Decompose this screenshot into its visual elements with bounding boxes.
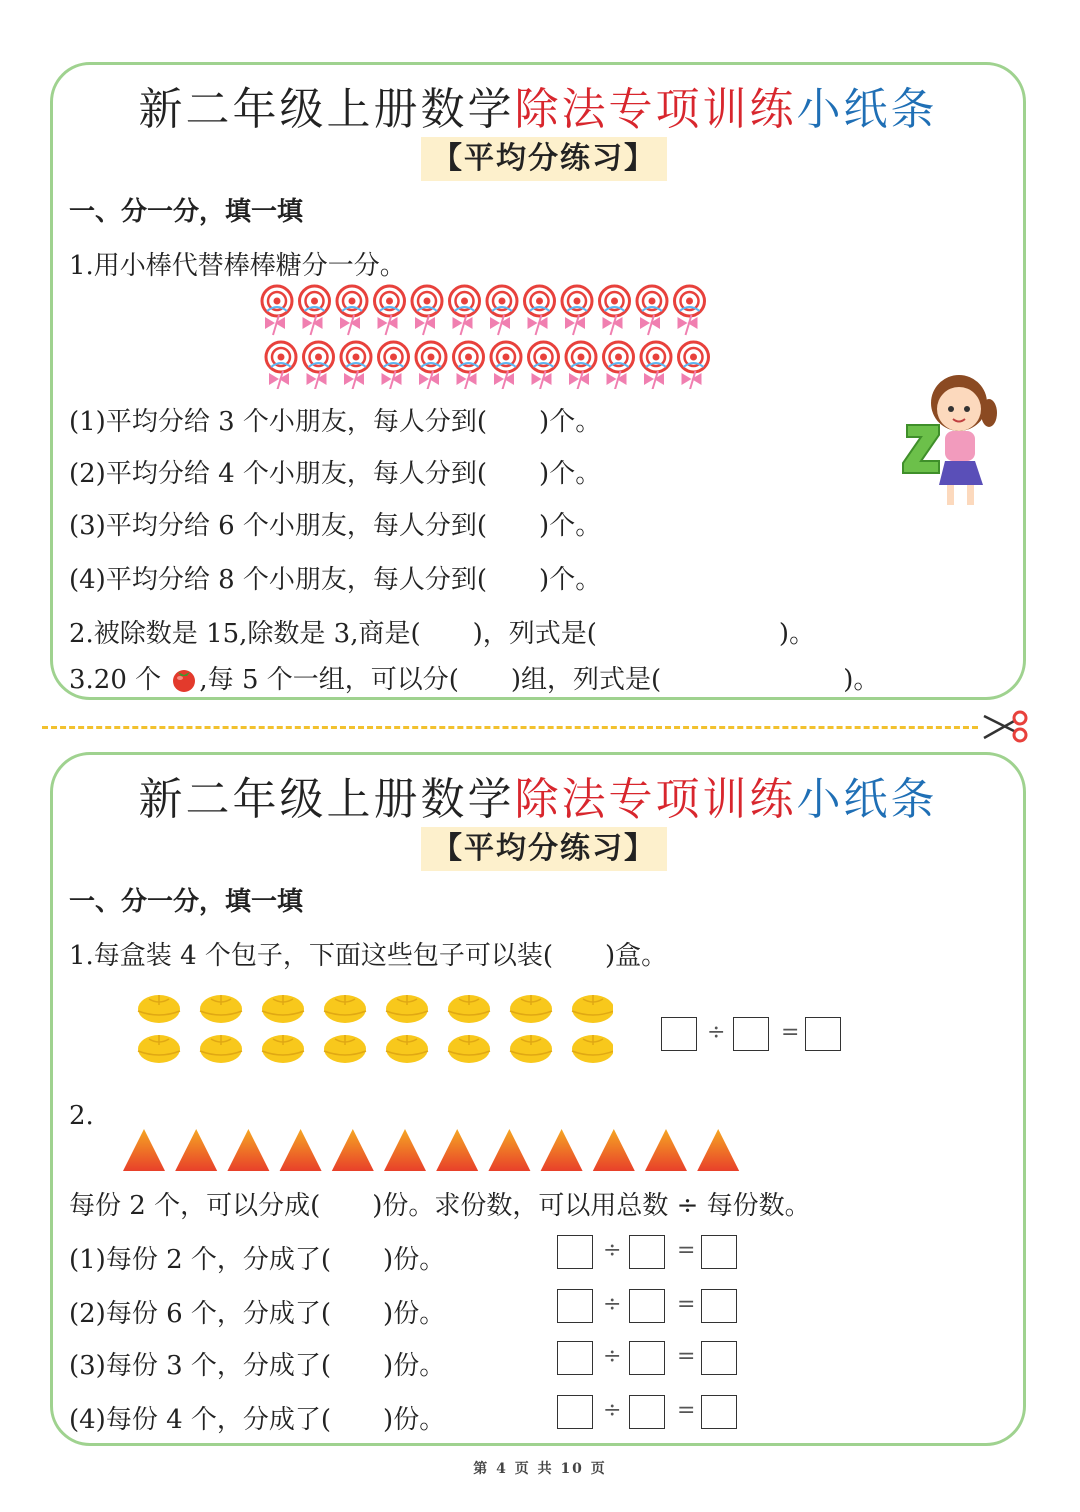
worksheet-card-1: [50, 62, 1026, 700]
bun-icon: [138, 1035, 180, 1063]
answer-box[interactable]: [629, 1235, 665, 1269]
answer-box[interactable]: [701, 1395, 737, 1429]
lollipop-icon: [337, 286, 367, 335]
card-subtitle: 【平均分练习】: [421, 827, 667, 871]
question-1-sub-2: (2)平均分给 4 个小朋友，每人分到( )个。: [69, 459, 602, 489]
question-2-sub-2: (2)每份 6 个，分成了( )份。: [69, 1299, 446, 1329]
equation-q1: ÷ =: [661, 1017, 851, 1057]
bun-icon: [138, 995, 180, 1023]
operator-sign: =: [677, 1344, 696, 1369]
bun-grid: [133, 987, 613, 1071]
lollipop-icon: [491, 342, 521, 389]
bun-icon: [448, 995, 490, 1023]
bun-icon: [572, 1035, 613, 1063]
bun-icon: [200, 1035, 242, 1063]
answer-box[interactable]: [733, 1017, 769, 1051]
lollipop-icon: [416, 342, 446, 389]
operator-sign: ÷: [603, 1398, 622, 1423]
operator-sign: ÷: [603, 1344, 622, 1369]
lollipop-icon: [450, 286, 480, 335]
lollipop-grid: [253, 279, 733, 389]
lollipop-icon: [637, 286, 667, 335]
triangle-icon: [280, 1129, 322, 1171]
triangle-icon: [436, 1129, 478, 1171]
question-1-sub-3: (3)平均分给 6 个小朋友，每人分到( )个。: [69, 511, 602, 541]
cut-line: [42, 726, 978, 729]
question-2-sub-4: (4)每份 4 个，分成了( )份。: [69, 1405, 446, 1435]
bun-icon: [200, 995, 242, 1023]
tomato-icon: [169, 666, 199, 692]
triangle-icon: [332, 1129, 374, 1171]
lollipop-icon: [641, 342, 671, 389]
lollipop-icon: [487, 286, 517, 335]
card-title: 新二年级上册数学除法专项训练小纸条: [138, 84, 938, 135]
question-2-sub-1: (1)每份 2 个，分成了( )份。: [69, 1245, 446, 1275]
bun-icon: [510, 995, 552, 1023]
lollipop-row: [262, 286, 705, 335]
question-1-sub-1: (1)平均分给 3 个小朋友，每人分到( )个。: [69, 407, 602, 437]
triangle-icon: [175, 1129, 217, 1171]
bun-icon: [324, 1035, 366, 1063]
bun-icon: [448, 1035, 490, 1063]
lollipop-icon: [412, 286, 442, 335]
triangle-icon: [488, 1129, 530, 1171]
answer-box[interactable]: [629, 1341, 665, 1375]
bun-row: [138, 1035, 613, 1063]
triangle-icon: [645, 1129, 687, 1171]
answer-box[interactable]: [557, 1341, 593, 1375]
bun-icon: [262, 995, 304, 1023]
equation-row: [557, 1341, 747, 1381]
operator-sign: ÷: [603, 1292, 622, 1317]
operator-sign: ÷: [603, 1238, 622, 1263]
lollipop-icon: [266, 342, 296, 389]
answer-box[interactable]: [629, 1395, 665, 1429]
bun-icon: [510, 1035, 552, 1063]
lollipop-icon: [675, 286, 705, 335]
triangle-icon: [541, 1129, 583, 1171]
lollipop-icon: [262, 286, 292, 335]
answer-box[interactable]: [557, 1235, 593, 1269]
bun-icon: [324, 995, 366, 1023]
section-title: 一、分一分，填一填: [69, 197, 304, 227]
triangle-icon: [227, 1129, 269, 1171]
question-2: 2.被除数是 15,除数是 3,商是( )，列式是( )。: [69, 619, 816, 649]
answer-box[interactable]: [805, 1017, 841, 1051]
answer-box[interactable]: [629, 1289, 665, 1323]
answer-box[interactable]: [661, 1017, 697, 1051]
answer-box[interactable]: [701, 1289, 737, 1323]
question-1: 1.每盒装 4 个包子，下面这些包子可以装( )盒。: [69, 941, 668, 971]
card-title: 新二年级上册数学除法专项训练小纸条: [138, 774, 938, 825]
bun-icon: [572, 995, 613, 1023]
lollipop-icon: [341, 342, 371, 389]
lollipop-icon: [562, 286, 592, 335]
question-2-text: 每份 2 个，可以分成( )份。求份数，可以用总数 ÷ 每份数。: [69, 1191, 811, 1221]
bun-icon: [262, 1035, 304, 1063]
answer-box[interactable]: [557, 1289, 593, 1323]
equation-row: [557, 1289, 747, 1329]
triangle-icon: [384, 1129, 426, 1171]
girl-illustration: [899, 365, 1009, 515]
bun-icon: [386, 995, 428, 1023]
lollipop-icon: [454, 342, 484, 389]
question-2-label: 2.: [69, 1101, 94, 1131]
question-3: 3.20 个 ,每 5 个一组，可以分( )组，列式是( )。: [69, 665, 880, 695]
lollipop-icon: [566, 342, 596, 389]
question-1-sub-4: (4)平均分给 8 个小朋友，每人分到( )个。: [69, 565, 602, 595]
operator-sign: =: [677, 1292, 696, 1317]
worksheet-card-2: [50, 752, 1026, 1446]
bun-icon: [386, 1035, 428, 1063]
triangle-icon: [593, 1129, 635, 1171]
lollipop-icon: [600, 286, 630, 335]
lollipop-icon: [304, 342, 334, 389]
lollipop-icon: [529, 342, 559, 389]
bun-row: [138, 995, 613, 1023]
lollipop-icon: [375, 286, 405, 335]
operator-sign: =: [677, 1238, 696, 1263]
lollipop-icon: [525, 286, 555, 335]
scissors-icon: [982, 710, 1030, 744]
triangle-icon: [123, 1129, 165, 1171]
question-1: 1.用小棒代替棒棒糖分一分。: [69, 251, 406, 281]
lollipop-icon: [300, 286, 330, 335]
lollipop-icon: [379, 342, 409, 389]
lollipop-icon: [604, 342, 634, 389]
operator-sign: =: [677, 1398, 696, 1423]
section-title: 一、分一分，填一填: [69, 887, 304, 917]
question-2-sub-3: (3)每份 3 个，分成了( )份。: [69, 1351, 446, 1381]
equation-row: [557, 1235, 747, 1275]
card-subtitle: 【平均分练习】: [421, 137, 667, 181]
lollipop-icon: [679, 342, 709, 389]
answer-box[interactable]: [557, 1395, 593, 1429]
triangle-icon: [697, 1129, 739, 1171]
answer-box[interactable]: [701, 1235, 737, 1269]
lollipop-row: [266, 342, 709, 389]
equation-row: [557, 1395, 747, 1435]
triangle-row: [121, 1125, 751, 1175]
answer-box[interactable]: [701, 1341, 737, 1375]
page-footer: 第 4 页 共 10 页: [473, 1461, 607, 1477]
